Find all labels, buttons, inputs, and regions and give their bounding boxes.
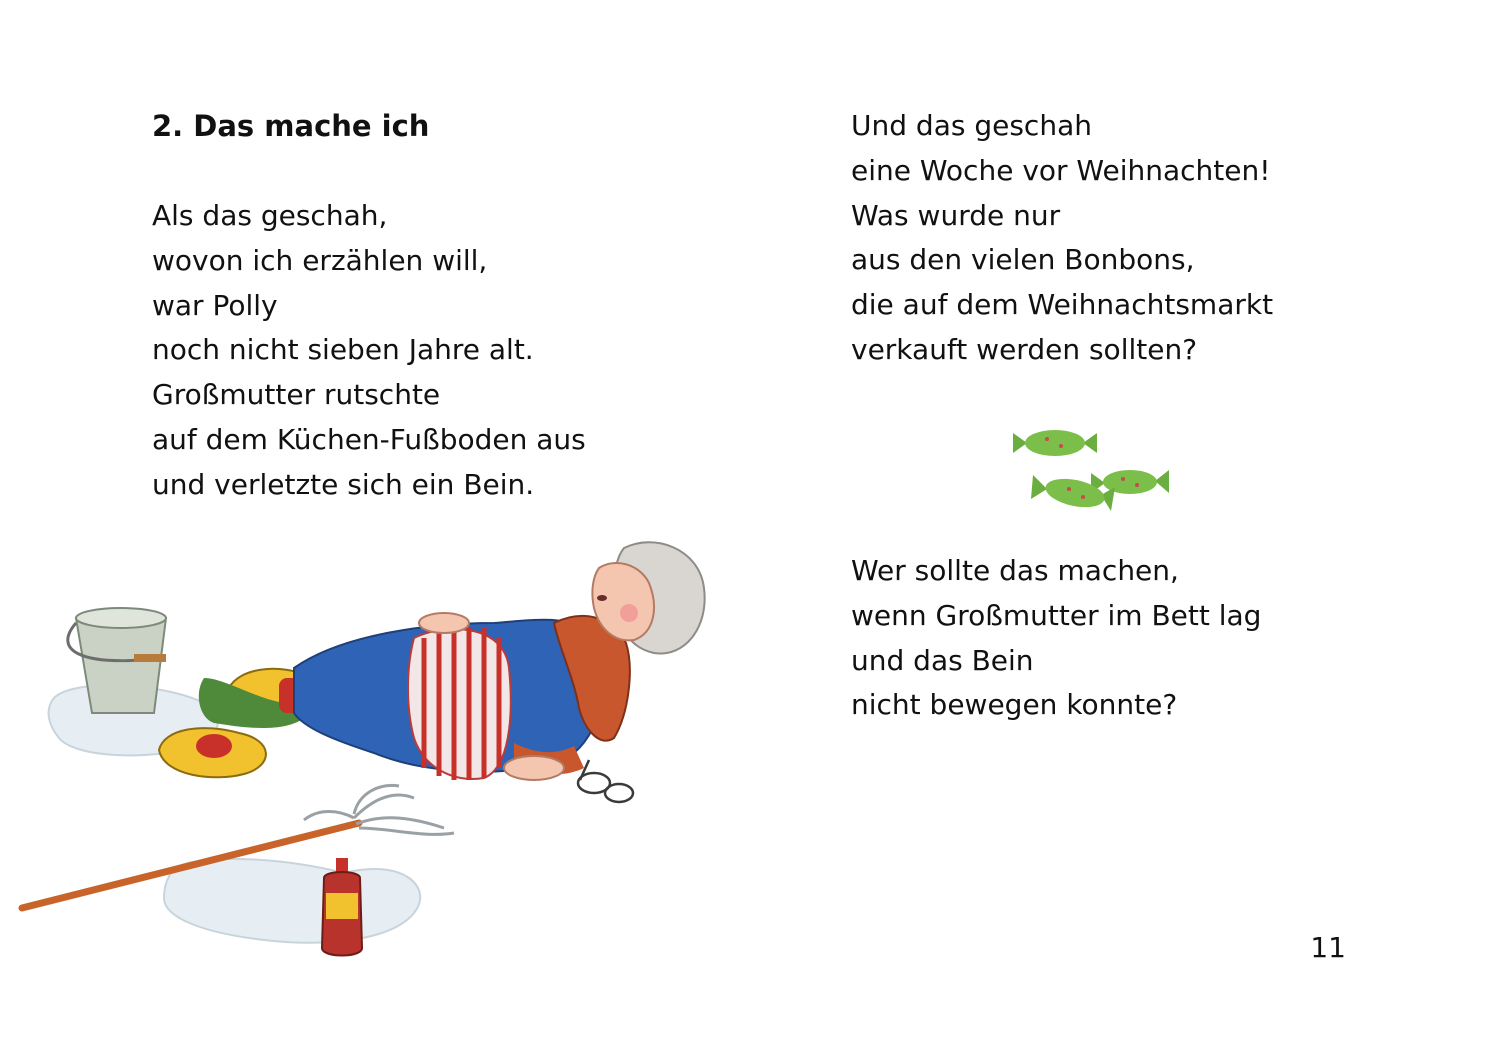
grandma-figure [294,542,705,780]
text-line: wovon ich erzählen will, [152,243,488,277]
text-line: wenn Großmutter im Bett lag [851,598,1262,632]
title-spacer [152,148,752,194]
text-line: und verletzte sich ein Bein. [152,467,535,501]
text-line: Als das geschah, [152,199,388,232]
text-line: Wer sollte das machen, [851,554,1179,587]
right-text-upper [851,104,1411,373]
green-candies-illustration [1005,415,1180,525]
text-line: war Polly [152,288,278,322]
grandma-fallen-illustration [14,528,734,988]
text-line: und das Bein [851,643,1034,677]
text-line: eine Woche vor Weihnachten! [851,153,1271,187]
text-line: noch nicht sieben Jahre alt. [152,333,534,367]
left-text-column [152,104,752,508]
text-line: Was wurde nur [851,198,1061,232]
candy-icon [1091,470,1169,494]
page-number: 11 [1310,931,1346,964]
text-line: verkauft werden sollten? [851,332,1198,366]
text-line: Großmutter rutschte [152,378,441,412]
text-line: Und das geschah [851,109,1092,142]
text-line: nicht bewegen konnte? [851,688,1178,722]
text-line: auf dem Küchen-Fußboden aus [152,422,586,456]
candy-icon [1013,430,1097,456]
glasses-icon [578,760,633,802]
chapter-title: 2. Das mache ich [152,109,430,143]
right-text-lower [851,549,1411,728]
text-line: die auf dem Weihnachtsmarkt [851,288,1274,322]
candy-icon [1031,474,1115,512]
text-line: aus den vielen Bonbons, [851,243,1195,277]
